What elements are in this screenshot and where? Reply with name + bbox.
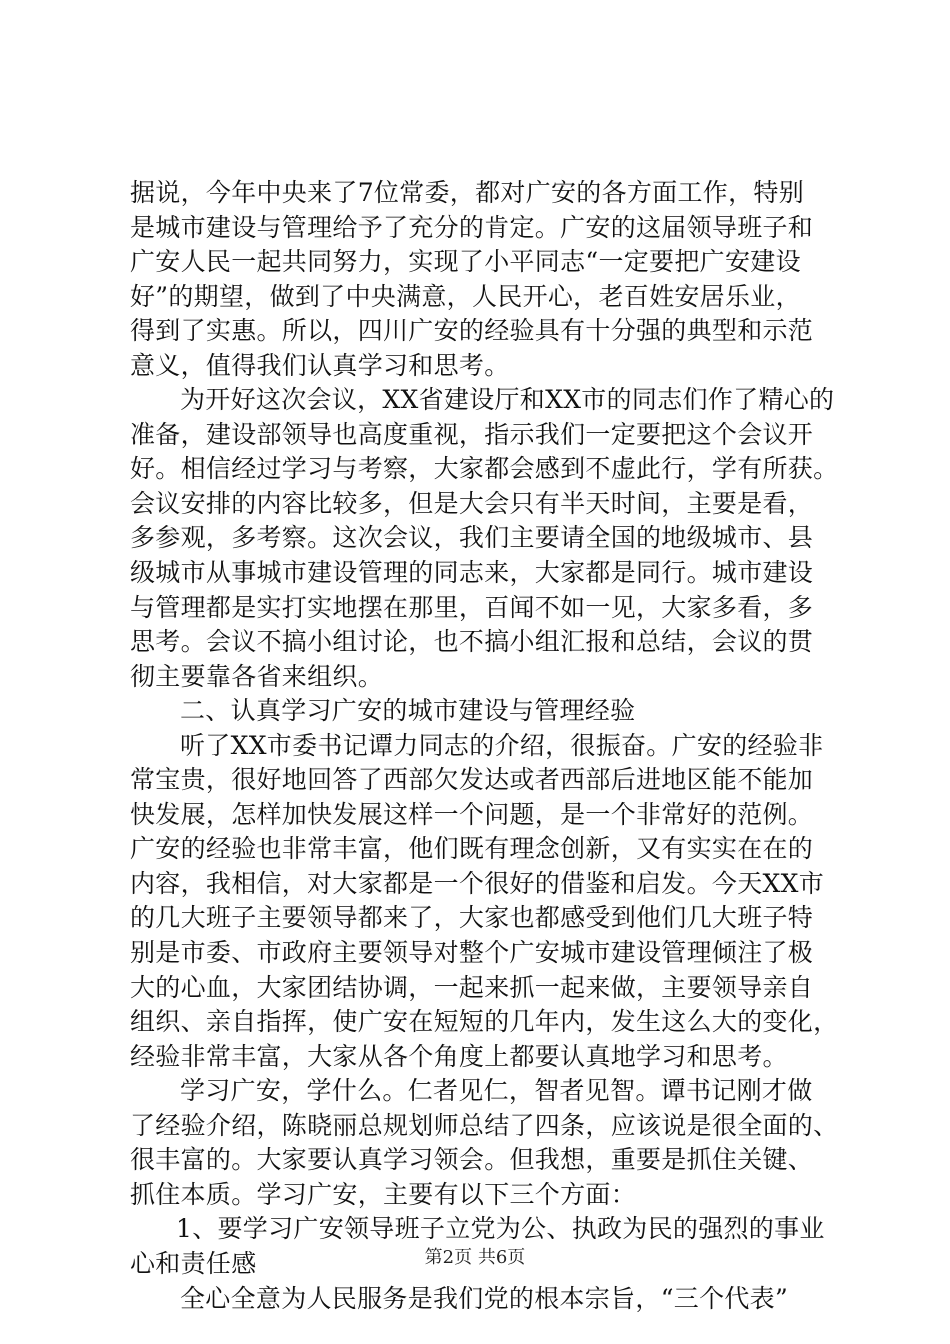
text-line: 内容，我相信，对大家都是一个很好的借鉴和启发。今天XX市 bbox=[130, 868, 824, 898]
text-line: 心和责任感 bbox=[130, 1248, 257, 1278]
text-line: 级城市从事城市建设管理的同志来，大家都是同行。城市建设 bbox=[130, 558, 814, 588]
text-line: 好”的期望，做到了中央满意，人民开心，老百姓安居乐业， bbox=[130, 281, 801, 311]
text-line: 别是市委、市政府主要领导对整个广安城市建设管理倾注了极 bbox=[130, 938, 814, 968]
text-line: 与管理都是实打实地摆在那里，百闻不如一见，大家多看，多 bbox=[130, 592, 814, 622]
text-line: 常宝贵，很好地回答了西部欠发达或者西部后进地区能不能加 bbox=[130, 765, 814, 795]
text-line: 意义，值得我们认真学习和思考。 bbox=[130, 350, 510, 380]
text-line: 大的心血，大家团结协调，一起来抓一起来做，主要领导亲自 bbox=[130, 972, 814, 1002]
text-line: 1、要学习广安领导班子立党为公、执政为民的强烈的事业 bbox=[176, 1214, 825, 1244]
text-line: 广安人民一起共同努力，实现了小平同志“一定要把广安建设 bbox=[130, 247, 801, 277]
text-line: 会议安排的内容比较多，但是大会只有半天时间，主要是看， bbox=[130, 488, 814, 518]
text-line: 据说，今年中央来了7位常委，都对广安的各方面工作，特别 bbox=[130, 178, 805, 207]
text-line: 思考。会议不搞小组讨论，也不搞小组汇报和总结，会议的贯 bbox=[130, 627, 814, 657]
text-line: 好。相信经过学习与考察，大家都会感到不虚此行，学有所获。 bbox=[130, 454, 839, 484]
text-line: 经验非常丰富，大家从各个角度上都要认真地学习和思考。 bbox=[130, 1041, 788, 1071]
text-line: 抓住本质。学习广安，主要有以下三个方面： bbox=[130, 1179, 637, 1209]
text-line: 广安的经验也非常丰富，他们既有理念创新，又有实实在在的 bbox=[130, 834, 814, 864]
text-line: 组织、亲自指挥，使广安在短短的几年内，发生这么大的变化， bbox=[130, 1007, 839, 1037]
text-line: 学习广安，学什么。仁者见仁，智者见智。谭书记刚才做 bbox=[180, 1076, 813, 1106]
text-line: 多参观，多考察。这次会议，我们主要请全国的地级城市、县 bbox=[130, 523, 814, 553]
text-line: 了经验介绍，陈晓丽总规划师总结了四条，应该说是很全面的、 bbox=[130, 1110, 839, 1140]
text-line: 全心全意为人民服务是我们党的根本宗旨，“三个代表” bbox=[180, 1283, 789, 1313]
text-line: 得到了实惠。所以，四川广安的经验具有十分强的典型和示范 bbox=[130, 316, 814, 346]
text-line: 准备，建设部领导也高度重视，指示我们一定要把这个会议开 bbox=[130, 419, 814, 449]
text-line: 很丰富的。大家要认真学习领会。但我想，重要是抓住关键、 bbox=[130, 1145, 814, 1175]
text-line: 的几大班子主要领导都来了，大家也都感受到他们几大班子特 bbox=[130, 903, 814, 933]
text-line: 听了XX市委书记谭力同志的介绍，很振奋。广安的经验非 bbox=[180, 730, 824, 760]
text-line: 二、认真学习广安的城市建设与管理经验 bbox=[180, 696, 636, 726]
document-body bbox=[130, 176, 839, 1316]
page-footer: 第2页 共6页 bbox=[424, 1247, 526, 1268]
text-line: 是城市建设与管理给予了充分的肯定。广安的这届领导班子和 bbox=[130, 212, 814, 242]
text-line: 为开好这次会议，XX省建设厅和XX市的同志们作了精心的 bbox=[180, 385, 835, 415]
text-line: 快发展，怎样加快发展这样一个问题，是一个非常好的范例。 bbox=[130, 799, 814, 829]
text-line: 彻主要靠各省来组织。 bbox=[130, 661, 384, 691]
